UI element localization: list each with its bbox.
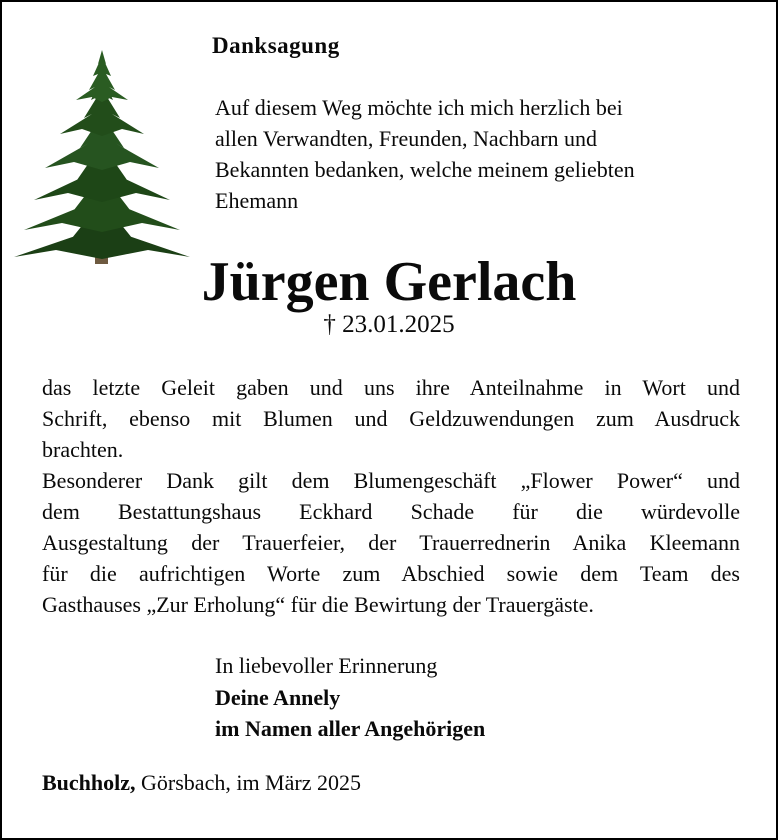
closing-remembrance-line: In liebevoller Erinnerung [215, 653, 438, 678]
intro-paragraph [215, 92, 735, 216]
body-line: dem Bestattungshaus Eckhard Schade für die würdevolle [42, 499, 740, 524]
intro-line: allen Verwandten, Freunden, Nachbarn und [215, 126, 598, 151]
body-line: für die aufrichtigen Worte zum Abschied sowie dem Team des [42, 561, 740, 586]
intro-line: Bekannten bedanken, welche meinem geliebten [215, 157, 635, 182]
body-line: das letzte Geleit gaben und uns ihre Anteilnahme in Wort und [42, 375, 740, 400]
deceased-name: Jürgen Gerlach [201, 251, 577, 313]
body-line: brachten. [42, 437, 124, 462]
closing-signature-line: Deine Annely [215, 684, 341, 710]
footer-date: Görsbach, im März 2025 [135, 770, 361, 795]
body-line: Schrift, ebenso mit Blumen und Geldzuwendungen zum Ausdruck [42, 406, 740, 431]
notice-heading: Danksagung [212, 33, 340, 58]
footer-place: Buchholz, [42, 770, 136, 795]
body-line: Ausgestaltung der Trauerfeier, der Trauerrednerin Anika Kleemann [42, 530, 740, 555]
intro-line: Ehemann [215, 188, 299, 213]
body-line: Besonderer Dank gilt dem Blumengeschäft „Flower Power“ und [42, 468, 740, 493]
death-date: † 23.01.2025 [323, 311, 455, 338]
fir-tree-icon [12, 50, 192, 265]
body-paragraph [42, 372, 740, 620]
closing-family-line: im Namen aller Angehörigen [215, 716, 486, 741]
footer-place-date [42, 770, 361, 796]
body-line: Gasthauses „Zur Erholung“ für die Bewirtung der Trauergäste. [42, 592, 594, 617]
intro-line: Auf diesem Weg möchte ich mich herzlich bei [215, 95, 623, 120]
closing-block [215, 650, 485, 745]
